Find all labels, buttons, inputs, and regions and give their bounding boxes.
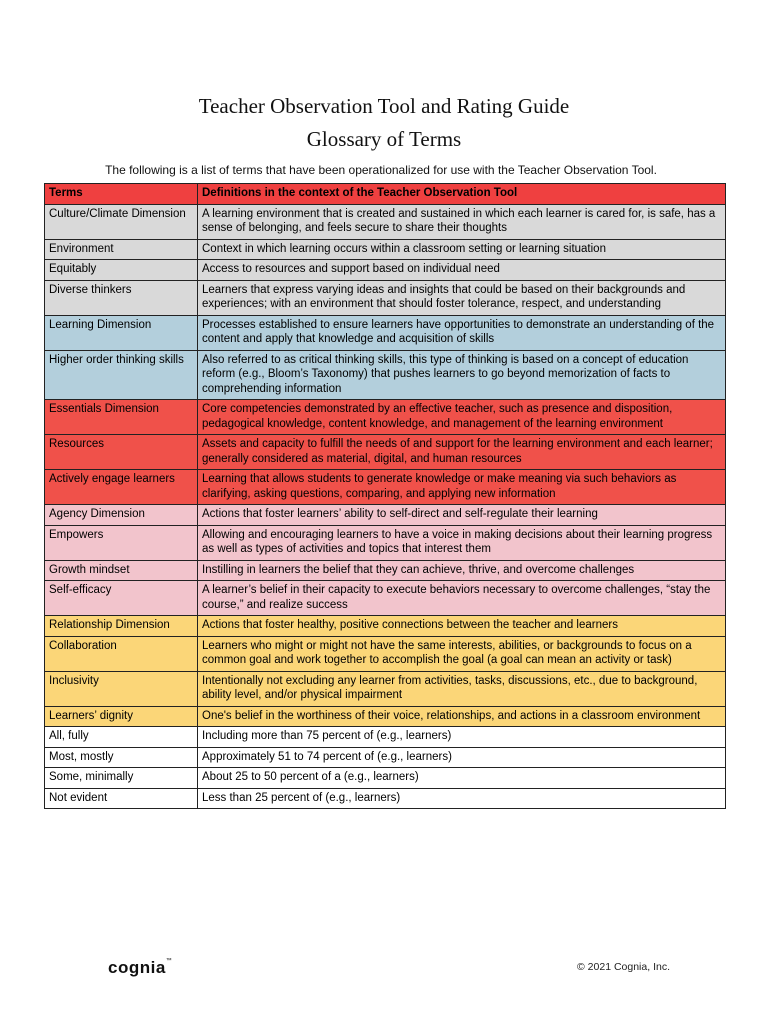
term-cell: Agency Dimension <box>45 505 198 526</box>
table-row <box>45 505 726 526</box>
table-row <box>45 525 726 560</box>
table-row <box>45 671 726 706</box>
table-row <box>45 768 726 789</box>
term-cell: Collaboration <box>45 636 198 671</box>
definition-cell: About 25 to 50 percent of a (e.g., learners) <box>198 768 726 789</box>
definition-cell: Also referred to as critical thinking skills, this type of thinking is based on a concept of education reform (e.g., Bloom’s Taxonomy) that pushes learners to go beyond memorization of facts to comprehending information <box>198 350 726 400</box>
definition-cell: Core competencies demonstrated by an effective teacher, such as presence and disposition, pedagogical knowledge, content knowledge, and management of the learning environment <box>198 400 726 435</box>
definition-cell: A learner’s belief in their capacity to execute behaviors necessary to overcome challenges, “stay the course,” and realize success <box>198 581 726 616</box>
table-row <box>45 706 726 727</box>
document-subtitle: Glossary of Terms <box>306 127 462 151</box>
term-cell: Essentials Dimension <box>45 400 198 435</box>
term-cell: Some, minimally <box>45 768 198 789</box>
definition-cell: Access to resources and support based on individual need <box>198 260 726 281</box>
table-row <box>45 788 726 809</box>
definition-cell: A learning environment that is created and sustained in which each learner is cared for, is safe, has a sense of belonging, and feels secure to share their thoughts <box>198 204 726 239</box>
table-row <box>45 239 726 260</box>
table-row <box>45 470 726 505</box>
table-row <box>45 727 726 748</box>
term-cell: Empowers <box>45 525 198 560</box>
definition-cell: Learners that express varying ideas and insights that could be based on their backgrounds and experiences; with an environment that should foster tolerance, respect, and understanding <box>198 280 726 315</box>
definition-cell: Actions that foster learners’ ability to self-direct and self-regulate their learning <box>198 505 726 526</box>
definition-cell: Including more than 75 percent of (e.g., learners) <box>198 727 726 748</box>
table-row <box>45 636 726 671</box>
definition-cell: Intentionally not excluding any learner from activities, tasks, discussions, etc., due to background, ability level, and/or physical impairment <box>198 671 726 706</box>
table-row <box>45 260 726 281</box>
term-cell: Most, mostly <box>45 747 198 768</box>
definition-cell: Assets and capacity to fulfill the needs of and support for the learning environment and each learner; generally considered as material, digital, and human resources <box>198 435 726 470</box>
table-row <box>45 400 726 435</box>
glossary-table <box>44 183 726 809</box>
definition-cell: Actions that foster healthy, positive connections between the teacher and learners <box>198 616 726 637</box>
table-row <box>45 747 726 768</box>
table-row <box>45 560 726 581</box>
table-row <box>45 280 726 315</box>
definition-cell: Approximately 51 to 74 percent of (e.g., learners) <box>198 747 726 768</box>
table-header-row <box>45 184 726 205</box>
definition-cell: Context in which learning occurs within a classroom setting or learning situation <box>198 239 726 260</box>
header-terms: Terms <box>45 184 198 205</box>
definition-cell: Learners who might or might not have the same interests, abilities, or backgrounds to focus on a common goal and work together to accomplish the goal (a goal can mean an activity or task) <box>198 636 726 671</box>
term-cell: Equitably <box>45 260 198 281</box>
table-row <box>45 435 726 470</box>
term-cell: Environment <box>45 239 198 260</box>
term-cell: Learning Dimension <box>45 315 198 350</box>
definition-cell: Less than 25 percent of (e.g., learners) <box>198 788 726 809</box>
term-cell: All, fully <box>45 727 198 748</box>
table-row <box>45 350 726 400</box>
term-cell: Not evident <box>45 788 198 809</box>
term-cell: Learners’ dignity <box>45 706 198 727</box>
glossary-body <box>45 204 726 809</box>
term-cell: Growth mindset <box>45 560 198 581</box>
definition-cell: Processes established to ensure learners have opportunities to demonstrate an understanding of the content and apply that knowledge and acquisition of skills <box>198 315 726 350</box>
term-cell: Resources <box>45 435 198 470</box>
term-cell: Inclusivity <box>45 671 198 706</box>
term-cell: Diverse thinkers <box>45 280 198 315</box>
term-cell: Culture/Climate Dimension <box>45 204 198 239</box>
table-row <box>45 204 726 239</box>
definition-cell: Allowing and encouraging learners to have a voice in making decisions about their learning progress as well as types of activities and topics that interest them <box>198 525 726 560</box>
definition-cell: Instilling in learners the belief that they can achieve, thrive, and overcome challenges <box>198 560 726 581</box>
table-row <box>45 581 726 616</box>
definition-cell: Learning that allows students to generate knowledge or make meaning via such behaviors as clarifying, asking questions, comparing, and applying new information <box>198 470 726 505</box>
term-cell: Actively engage learners <box>45 470 198 505</box>
definition-cell: One's belief in the worthiness of their voice, relationships, and actions in a classroom environment <box>198 706 726 727</box>
term-cell: Relationship Dimension <box>45 616 198 637</box>
header-definitions: Definitions in the context of the Teacher Observation Tool <box>198 184 726 205</box>
term-cell: Higher order thinking skills <box>45 350 198 400</box>
cognia-logo: cognia™ <box>108 958 173 977</box>
copyright-text: © 2021 Cognia, Inc. <box>577 961 670 973</box>
table-row <box>45 315 726 350</box>
term-cell: Self-efficacy <box>45 581 198 616</box>
document-title: Teacher Observation Tool and Rating Guide <box>198 94 570 118</box>
intro-text: The following is a list of terms that have been operationalized for use with the Teacher Observation Tool. <box>105 163 657 177</box>
table-row <box>45 616 726 637</box>
